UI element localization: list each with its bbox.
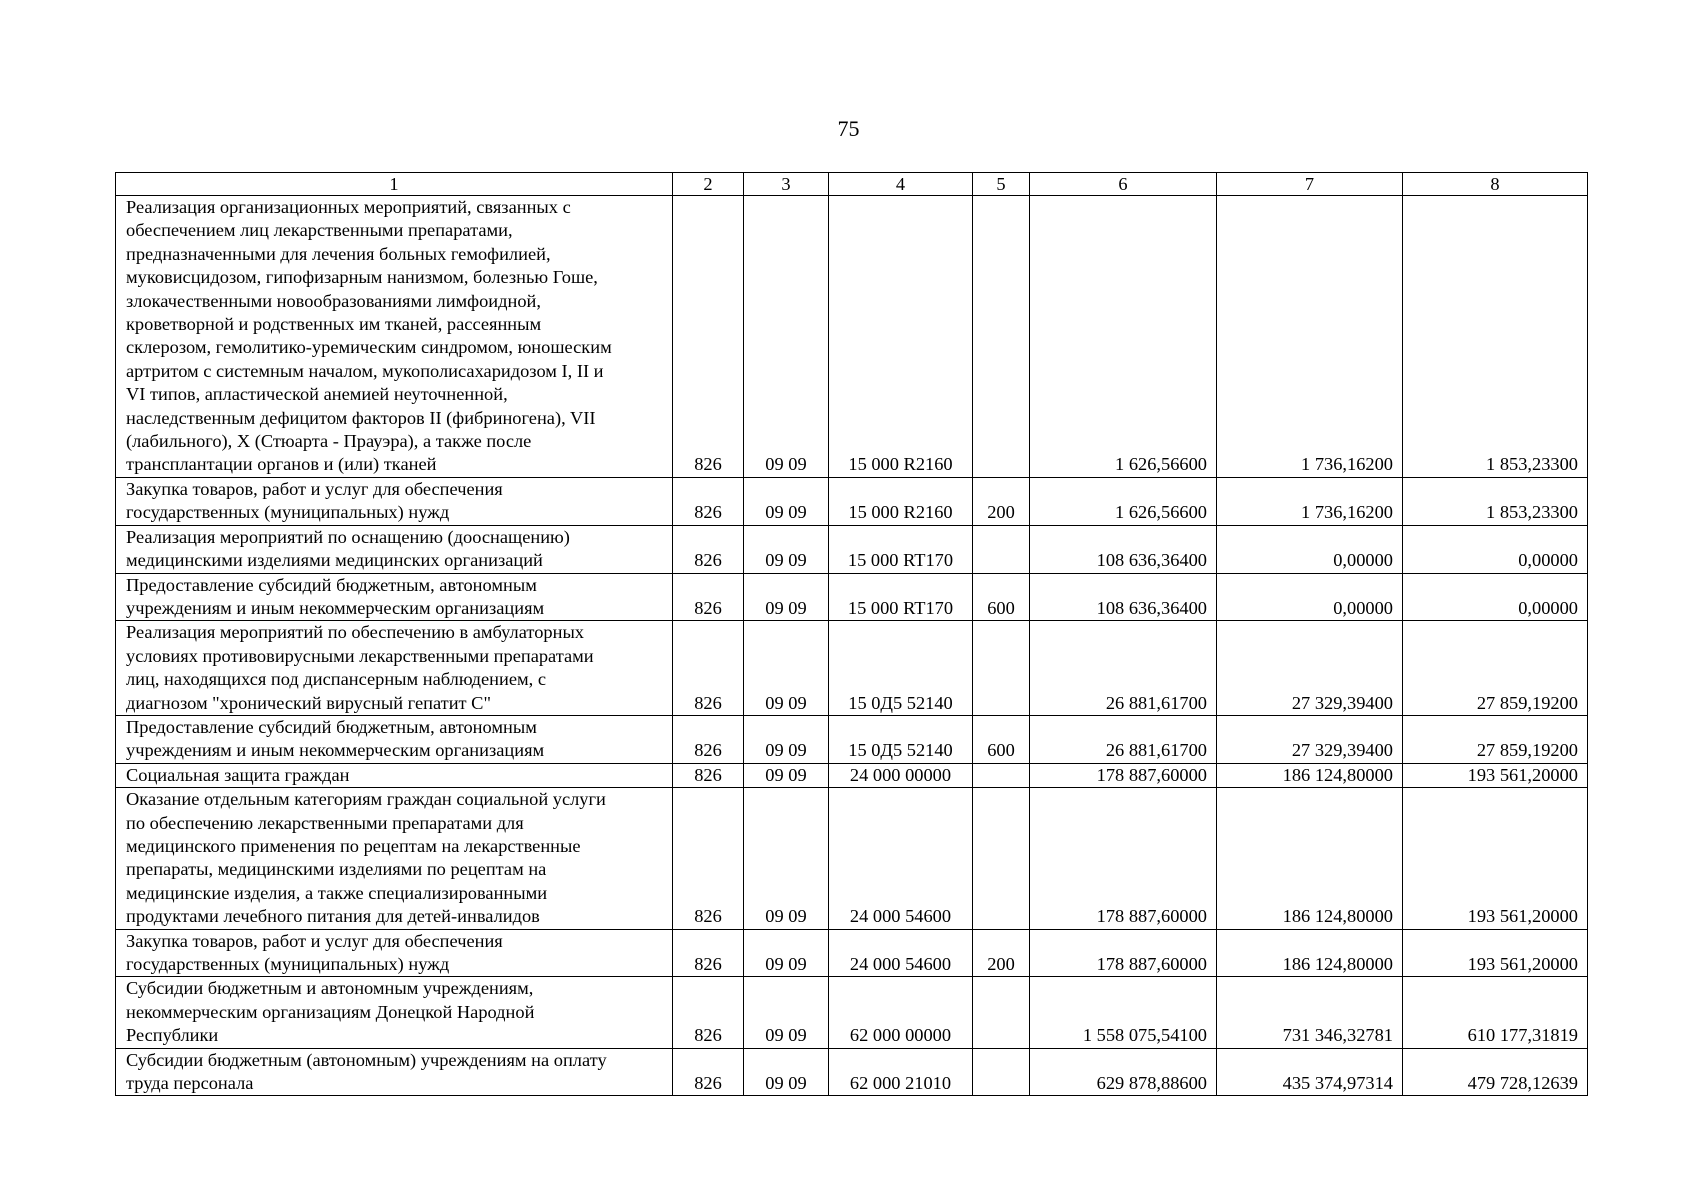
expense-name-line: злокачественными новообразованиями лимфоидной,: [126, 290, 541, 311]
column-header: 2: [673, 173, 744, 196]
amount-year-3-cell: 0,00000: [1403, 573, 1588, 621]
expense-name-line: труда персонала: [126, 1073, 254, 1094]
table-row: [116, 715, 1588, 763]
expense-name-cell: [116, 715, 673, 763]
amount-year-3-cell: 27 859,19200: [1403, 621, 1588, 716]
section-code-cell: 09 09: [744, 977, 829, 1048]
expense-name-line: кроветворной и родственных им тканей, рассеянным: [126, 314, 542, 335]
column-header: 4: [829, 173, 973, 196]
section-code-cell: 09 09: [744, 525, 829, 573]
table-row: [116, 977, 1588, 1048]
amount-year-2-cell: 0,00000: [1217, 525, 1403, 573]
page-number: 75: [837, 116, 860, 141]
administrator-code-cell: 826: [673, 1048, 744, 1096]
expense-type-cell: 600: [973, 573, 1030, 621]
column-header: 1: [116, 173, 673, 196]
section-code-cell: 09 09: [744, 929, 829, 977]
amount-year-2-cell: 731 346,32781: [1217, 977, 1403, 1048]
column-header: 5: [973, 173, 1030, 196]
target-article-cell: 62 000 21010: [829, 1048, 973, 1096]
expense-name-line: Реализация мероприятий по обеспечению в амбулаторных: [126, 622, 585, 643]
expense-name-line: наследственным дефицитом факторов II (фибриногена), VII: [126, 407, 596, 428]
amount-year-2-cell: 186 124,80000: [1217, 763, 1403, 787]
expense-name-line: медицинскими изделиями медицинских организаций: [126, 550, 543, 571]
section-code-cell: 09 09: [744, 1048, 829, 1096]
expense-name-line: (лабильного), X (Стюарта - Прауэра), а также после: [126, 431, 532, 452]
administrator-code-cell: 826: [673, 621, 744, 716]
target-article-cell: 15 000 RT170: [829, 525, 973, 573]
target-article-cell: 24 000 54600: [829, 788, 973, 929]
column-header: 3: [744, 173, 829, 196]
expense-type-cell: [973, 977, 1030, 1048]
expense-name-line: медицинские изделия, а также специализированными: [126, 882, 548, 903]
target-article-cell: 15 000 R2160: [829, 196, 973, 478]
expense-name-line: Социальная защита граждан: [126, 764, 350, 785]
amount-year-1-cell: 1 558 075,54100: [1030, 977, 1217, 1048]
amount-year-1-cell: 108 636,36400: [1030, 573, 1217, 621]
amount-year-1-cell: 178 887,60000: [1030, 929, 1217, 977]
amount-year-1-cell: 108 636,36400: [1030, 525, 1217, 573]
section-code-cell: 09 09: [744, 788, 829, 929]
expense-name-cell: [116, 196, 673, 478]
administrator-code-cell: 826: [673, 525, 744, 573]
section-code-cell: 09 09: [744, 573, 829, 621]
expense-name-line: некоммерческим организациям Донецкой Народной: [126, 1001, 535, 1022]
amount-year-3-cell: 193 561,20000: [1403, 763, 1588, 787]
amount-year-1-cell: 26 881,61700: [1030, 715, 1217, 763]
expense-type-cell: 600: [973, 715, 1030, 763]
amount-year-3-cell: 193 561,20000: [1403, 929, 1588, 977]
section-code-cell: 09 09: [744, 477, 829, 525]
expense-name-line: артритом с системным началом, мукополисахаридозом I, II и: [126, 360, 604, 381]
expense-name-cell: [116, 977, 673, 1048]
table-row: [116, 196, 1588, 478]
amount-year-3-cell: 1 853,23300: [1403, 477, 1588, 525]
table-row: [116, 477, 1588, 525]
amount-year-1-cell: 26 881,61700: [1030, 621, 1217, 716]
expense-name-line: склерозом, гемолитико-уремическим синдромом, юношеским: [126, 337, 612, 358]
expense-name-line: Реализация организационных мероприятий, связанных с: [126, 197, 571, 217]
administrator-code-cell: 826: [673, 977, 744, 1048]
section-code-cell: 09 09: [744, 715, 829, 763]
expense-name-cell: [116, 763, 673, 787]
target-article-cell: 24 000 00000: [829, 763, 973, 787]
expense-type-cell: 200: [973, 929, 1030, 977]
target-article-cell: 15 0Д5 52140: [829, 621, 973, 716]
expense-name-line: медицинского применения по рецептам на лекарственные: [126, 835, 581, 856]
amount-year-1-cell: 1 626,56600: [1030, 196, 1217, 478]
amount-year-1-cell: 629 878,88600: [1030, 1048, 1217, 1096]
expense-name-cell: [116, 1048, 673, 1096]
amount-year-2-cell: 1 736,16200: [1217, 477, 1403, 525]
amount-year-3-cell: 479 728,12639: [1403, 1048, 1588, 1096]
expense-name-line: обеспечением лиц лекарственными препаратами,: [126, 220, 513, 241]
expense-name-line: лиц, находящихся под диспансерным наблюдением, с: [126, 669, 547, 690]
table-row: [116, 788, 1588, 929]
table-row: [116, 621, 1588, 716]
expense-name-line: государственных (муниципальных) нужд: [126, 502, 450, 523]
amount-year-3-cell: 610 177,31819: [1403, 977, 1588, 1048]
expense-name-line: муковисцидозом, гипофизарным нанизмом, болезнью Гоше,: [126, 267, 598, 288]
section-code-cell: 09 09: [744, 196, 829, 478]
table-row: [116, 525, 1588, 573]
expense-name-line: Предоставление субсидий бюджетным, автономным: [126, 716, 537, 737]
target-article-cell: 15 000 R2160: [829, 477, 973, 525]
amount-year-3-cell: 0,00000: [1403, 525, 1588, 573]
table-row: [116, 1048, 1588, 1096]
expense-name-line: по обеспечению лекарственными препаратами для: [126, 812, 524, 833]
administrator-code-cell: 826: [673, 715, 744, 763]
table-body: [116, 196, 1588, 1096]
section-code-cell: 09 09: [744, 763, 829, 787]
table-row: [116, 763, 1588, 787]
amount-year-3-cell: 1 853,23300: [1403, 196, 1588, 478]
expense-name-cell: [116, 573, 673, 621]
expense-type-cell: [973, 788, 1030, 929]
amount-year-2-cell: 27 329,39400: [1217, 715, 1403, 763]
budget-table: [115, 172, 1588, 1096]
expense-name-line: продуктами лечебного питания для детей-инвалидов: [126, 906, 540, 927]
expense-name-line: трансплантации органов и (или) тканей: [126, 454, 437, 475]
expense-name-line: Закупка товаров, работ и услуг для обеспечения: [126, 930, 503, 951]
expense-name-line: предназначенными для лечения больных гемофилией,: [126, 243, 551, 264]
column-header: 6: [1030, 173, 1217, 196]
expense-name-line: препараты, медицинскими изделиями по рецептам на: [126, 859, 547, 880]
administrator-code-cell: 826: [673, 763, 744, 787]
administrator-code-cell: 826: [673, 477, 744, 525]
expense-name-cell: [116, 788, 673, 929]
amount-year-3-cell: 193 561,20000: [1403, 788, 1588, 929]
table-row: [116, 929, 1588, 977]
expense-type-cell: [973, 621, 1030, 716]
administrator-code-cell: 826: [673, 929, 744, 977]
amount-year-1-cell: 178 887,60000: [1030, 763, 1217, 787]
administrator-code-cell: 826: [673, 788, 744, 929]
table-row: [116, 573, 1588, 621]
expense-name-line: Республики: [126, 1025, 219, 1046]
amount-year-1-cell: 178 887,60000: [1030, 788, 1217, 929]
amount-year-2-cell: 435 374,97314: [1217, 1048, 1403, 1096]
expense-name-cell: [116, 525, 673, 573]
amount-year-2-cell: 1 736,16200: [1217, 196, 1403, 478]
section-code-cell: 09 09: [744, 621, 829, 716]
column-header: 8: [1403, 173, 1588, 196]
expense-name-line: Предоставление субсидий бюджетным, автономным: [126, 574, 537, 595]
column-header: 7: [1217, 173, 1403, 196]
target-article-cell: 24 000 54600: [829, 929, 973, 977]
expense-type-cell: [973, 763, 1030, 787]
expense-type-cell: [973, 1048, 1030, 1096]
target-article-cell: 15 0Д5 52140: [829, 715, 973, 763]
amount-year-3-cell: 27 859,19200: [1403, 715, 1588, 763]
expense-name-cell: [116, 929, 673, 977]
expense-name-line: Субсидии бюджетным и автономным учреждениям,: [126, 978, 534, 999]
column-number-row: [116, 173, 1588, 196]
expense-name-line: государственных (муниципальных) нужд: [126, 954, 450, 974]
expense-name-line: условиях противовирусными лекарственными препаратами: [126, 645, 594, 666]
amount-year-2-cell: 186 124,80000: [1217, 788, 1403, 929]
expense-name-line: диагнозом "хронический вирусный гепатит С": [126, 692, 491, 713]
expense-name-line: Субсидии бюджетным (автономным) учреждениям на оплату: [126, 1049, 607, 1070]
amount-year-2-cell: 0,00000: [1217, 573, 1403, 621]
target-article-cell: 15 000 RT170: [829, 573, 973, 621]
expense-name-line: Закупка товаров, работ и услуг для обеспечения: [126, 478, 503, 499]
amount-year-2-cell: 186 124,80000: [1217, 929, 1403, 977]
expense-name-line: учреждениям и иным некоммерческим организациям: [126, 597, 545, 618]
expense-name-cell: [116, 477, 673, 525]
expense-name-line: VI типов, апластической анемией неуточненной,: [126, 384, 508, 405]
administrator-code-cell: 826: [673, 573, 744, 621]
amount-year-2-cell: 27 329,39400: [1217, 621, 1403, 716]
expense-name-line: Оказание отдельным категориям граждан социальной услуги: [126, 789, 606, 810]
expense-type-cell: [973, 525, 1030, 573]
expense-type-cell: [973, 196, 1030, 478]
expense-name-cell: [116, 621, 673, 716]
target-article-cell: 62 000 00000: [829, 977, 973, 1048]
amount-year-1-cell: 1 626,56600: [1030, 477, 1217, 525]
expense-name-line: Реализация мероприятий по оснащению (дооснащению): [126, 526, 570, 547]
administrator-code-cell: 826: [673, 196, 744, 478]
expense-type-cell: 200: [973, 477, 1030, 525]
expense-name-line: учреждениям и иным некоммерческим организациям: [126, 740, 545, 761]
